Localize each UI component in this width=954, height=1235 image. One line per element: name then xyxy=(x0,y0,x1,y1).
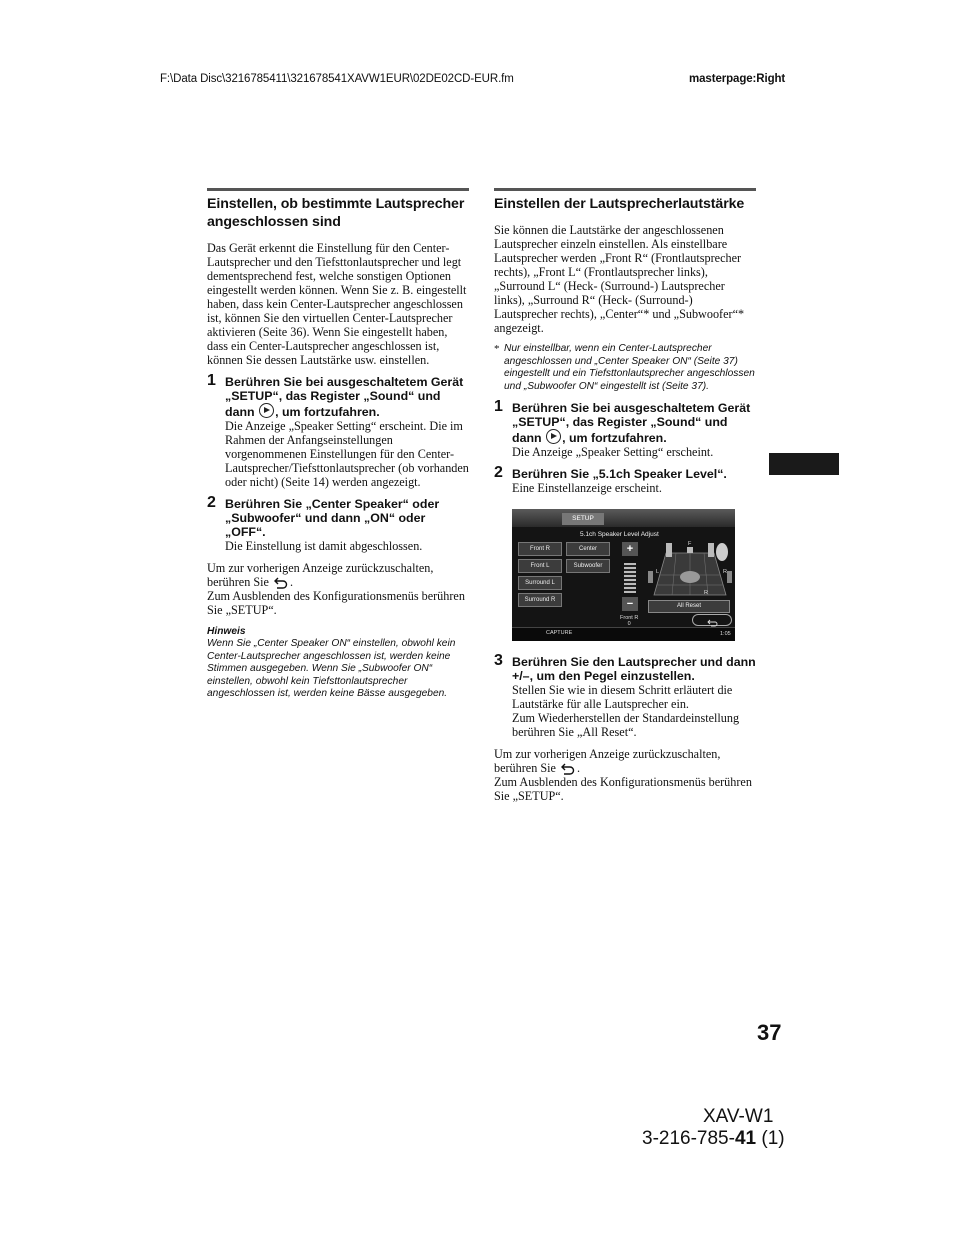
step-title-text: Berühren Sie bei ausgeschaltetem Gerät „SETUP“, das Register „Sound“ und dann xyxy=(512,401,751,446)
code-bold: 41 xyxy=(734,1128,757,1149)
return-instruction xyxy=(494,747,756,775)
step-number: 1 xyxy=(494,398,503,416)
left-column xyxy=(207,188,469,701)
note-text: Wenn Sie „Center Speaker ON“ einstellen, obwohl kein Center-Lautsprecher angeschlossen ist, werden keine Stimmen ausgegeben. Wenn Sie „Subwoofer ON“ einstellen, obwohl kein Tiefsttonlautsprecher angeschlossen ist, werden keine Bässe ausgegeben. xyxy=(207,638,456,700)
code-prefix: 3-216-785- xyxy=(642,1128,735,1149)
document-code xyxy=(642,1128,785,1150)
masterpage-label: masterpage:Right xyxy=(689,73,786,85)
front-l-button[interactable]: Front L xyxy=(518,559,562,573)
step-number: 2 xyxy=(494,464,503,482)
step-3 xyxy=(494,652,756,740)
section-rule xyxy=(494,188,756,191)
return-text: Um zur vorherigen Anzeige zurückzuschalten, berühren Sie xyxy=(207,561,434,589)
intro-paragraph: Das Gerät erkennt die Einstellung für den Center-Lautsprecher und den Tiefsttonlautsprecher und legt dementsprechend fest, welche sonstigen Optionen eingestellt werden können. Wenn Sie z. B. eingestellt haben, dass kein Center-Lautsprecher angeschlossen ist, können Sie den virtuellen Center-Lautsprecher aktivieren (Seite 36). Wenn Sie eingestellt haben, dass ein Center-Lautsprecher angeschlossen ist, können Sie dessen Lautstärke usw. einstellen. xyxy=(207,241,467,367)
section-rule xyxy=(207,188,469,191)
level-meter xyxy=(624,563,636,593)
speaker-room-diagram xyxy=(646,535,734,597)
step-2 xyxy=(494,464,756,496)
front-r-button[interactable]: Front R xyxy=(518,542,562,556)
right-column xyxy=(494,188,756,803)
footnote xyxy=(494,343,756,393)
selected-speaker-readout xyxy=(620,615,638,627)
surround-l-button[interactable]: Surround L xyxy=(518,576,562,590)
step-body: Zum Wiederherstellen der Standardeinstellung berühren Sie „All Reset“. xyxy=(512,711,740,740)
return-text-end: . xyxy=(289,575,294,589)
step-1 xyxy=(207,372,469,489)
all-reset-button[interactable]: All Reset xyxy=(648,600,730,613)
thumb-index-tab xyxy=(769,453,839,475)
step-number: 2 xyxy=(207,494,216,511)
note-heading: Hinweis xyxy=(207,626,246,637)
screen-back-button[interactable] xyxy=(692,614,732,626)
room-label: L xyxy=(656,569,660,576)
step-body: Eine Einstellanzeige erscheint. xyxy=(512,481,662,496)
hide-instruction: Zum Ausblenden des Konfigurationsmenüs berühren Sie „SETUP“. xyxy=(207,589,465,617)
step-title xyxy=(225,375,469,419)
footnote-mark: * xyxy=(494,343,500,355)
surround-r-button[interactable]: Surround R xyxy=(518,593,562,607)
plus-button[interactable]: + xyxy=(622,542,638,556)
screen-top-bar xyxy=(512,509,735,527)
step-title xyxy=(512,401,756,445)
step-number: 3 xyxy=(494,652,503,670)
room-label: R xyxy=(704,590,708,597)
file-path: F:\Data Disc\3216785411\321678541XAVW1EUR\02DE02CD-EUR.fm xyxy=(160,73,514,85)
step-title: Berühren Sie den Lautsprecher und dann +/–, um den Pegel einzustellen. xyxy=(512,655,756,684)
hide-instruction: Zum Ausblenden des Konfigurationsmenüs berühren Sie „SETUP“. xyxy=(494,775,752,804)
section-heading: Einstellen, ob bestimmte Lautsprecher angeschlossen sind xyxy=(207,196,465,230)
step-body: Die Anzeige „Speaker Setting“ erscheint. Die im Rahmen der Anfangseinstellungen vorgenommenen Einstellungen für den Center-Lautsprecher/Tiefsttonlautsprecher (ob vorhanden oder nicht) (Seite 14) werden angezeigt. xyxy=(225,419,469,489)
model-name: XAV-W1 xyxy=(703,1106,774,1127)
play-icon xyxy=(259,403,274,418)
return-text-end: . xyxy=(576,761,581,776)
selected-speaker-value: 0 xyxy=(627,621,631,628)
intro-paragraph: Sie können die Lautstärke der angeschlossenen Lautsprecher einzeln einstellen. Als einstellbare Lautsprecher werden „Front R“ (Frontlautsprecher rechts), „Front L“ (Frontlautsprecher links), „Surround L“ (Heck- (Surround-) Lautsprecher links), „Surround R“ (Heck- (Surround-) Lautsprecher rechts), „Center“* und „Subwoofer“* angezeigt. xyxy=(494,223,745,335)
subwoofer-button[interactable]: Subwoofer xyxy=(566,559,610,573)
footnote-text: Nur einstellbar, wenn ein Center-Lautsprecher angeschlossen und „Center Speaker ON“ (Seite 37) eingestellt und ein Tiefsttonlautsprecher angeschlossen und „Subwoofer ON“ eingestellt ist (Seite 37). xyxy=(504,343,755,392)
play-icon xyxy=(546,429,561,444)
selected-speaker-label: Front R xyxy=(620,615,639,622)
room-label: R xyxy=(723,569,727,576)
back-arrow-icon xyxy=(560,762,576,775)
clock: 1:05 xyxy=(720,631,731,638)
center-button[interactable]: Center xyxy=(566,542,610,556)
code-suffix: (1) xyxy=(756,1128,785,1149)
step-body: Die Einstellung ist damit abgeschlossen. xyxy=(225,539,423,553)
return-text: Um zur vorherigen Anzeige zurückzuschalten, berühren Sie xyxy=(494,747,721,776)
back-arrow-icon xyxy=(273,576,289,589)
step-2 xyxy=(207,494,469,553)
setup-tab[interactable]: SETUP xyxy=(562,513,604,525)
step-title-text-end: , um fortzufahren. xyxy=(275,405,380,419)
minus-button[interactable]: − xyxy=(622,597,638,611)
capture-label[interactable]: CAPTURE xyxy=(546,630,573,637)
screen-title: 5.1ch Speaker Level Adjust xyxy=(580,531,659,539)
section-heading: Einstellen der Lautsprecherlautstärke xyxy=(494,196,745,212)
step-title-text: Berühren Sie bei ausgeschaltetem Gerät „SETUP“, das Register „Sound“ und dann xyxy=(225,375,464,419)
step-body: Die Anzeige „Speaker Setting“ erscheint. xyxy=(512,445,714,460)
return-instruction xyxy=(207,561,469,589)
step-1 xyxy=(494,398,756,460)
step-body: Stellen Sie wie in diesem Schritt erläutert die Lautstärke für alle Lautsprecher ein. xyxy=(512,683,733,712)
room-label: F xyxy=(688,541,692,548)
step-title: Berühren Sie „5.1ch Speaker Level“. xyxy=(512,467,727,482)
device-screen xyxy=(512,509,735,641)
page-number: 37 xyxy=(757,1020,782,1045)
step-number: 1 xyxy=(207,372,216,389)
step-title: Berühren Sie „Center Speaker“ oder „Subwoofer“ und dann „ON“ oder „OFF“. xyxy=(225,497,440,539)
step-title-text-end: , um fortzufahren. xyxy=(562,431,667,446)
